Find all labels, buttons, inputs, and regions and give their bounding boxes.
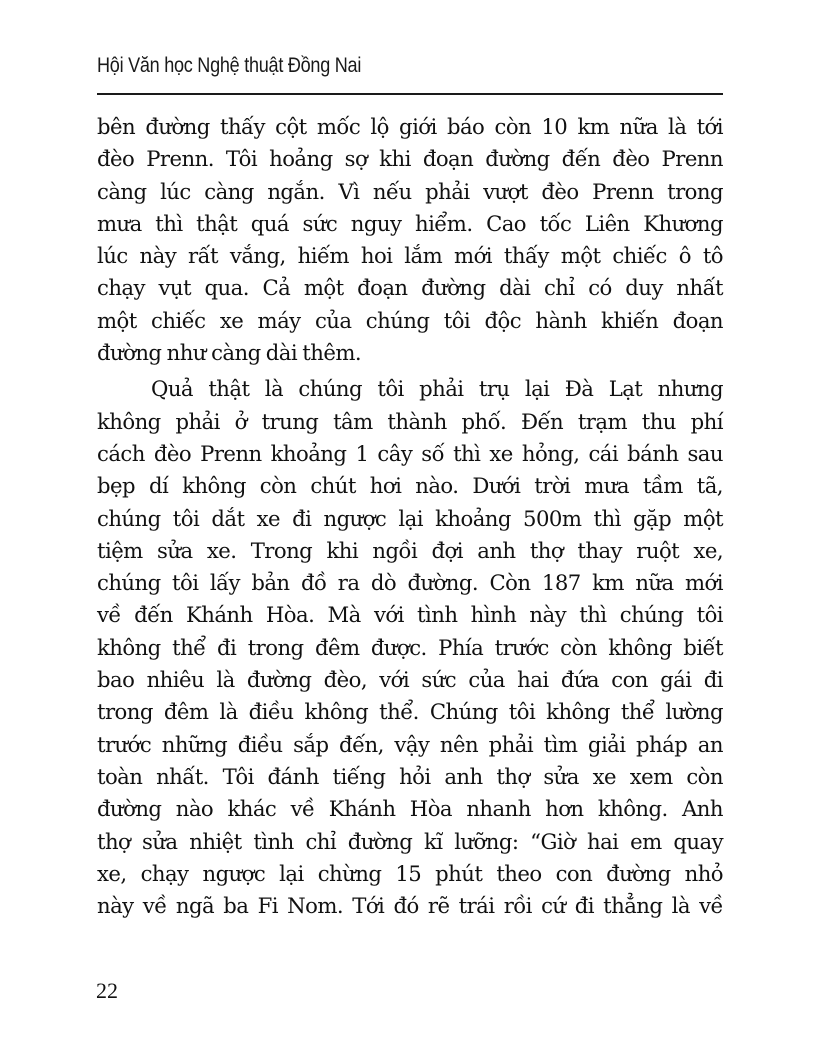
text-line: không thể đi trong đêm được. Phía trước còn không biết <box>97 634 723 660</box>
text-line: về đến Khánh Hòa. Mà với tình hình này thì chúng tôi <box>97 602 723 628</box>
text-line: tiệm sửa xe. Trong khi ngồi đợi anh thợ thay ruột xe, <box>97 537 723 563</box>
paragraph-2 <box>97 373 723 922</box>
text-line: bẹp dí không còn chút hơi nào. Dưới trời mưa tầm tã, <box>97 473 723 499</box>
text-line: càng lúc càng ngắn. Vì nếu phải vượt đèo Prenn trong <box>97 178 723 204</box>
running-header: Hội Văn học Nghệ thuật Đồng Nai <box>97 54 362 77</box>
text-line: chúng tôi lấy bản đồ ra dò đường. Còn 187 km nữa mới <box>97 570 723 596</box>
text-line: trong đêm là điều không thể. Chúng tôi không thể lường <box>97 699 723 725</box>
text-line: Quả thật là chúng tôi phải trụ lại Đà Lạt nhưng <box>151 376 723 402</box>
text-line: đường nào khác về Khánh Hòa nhanh hơn không. Anh <box>97 796 723 822</box>
text-line: này về ngã ba Fi Nom. Tới đó rẽ trái rồi cứ đi thẳng là về <box>97 893 723 919</box>
text-line: bên đường thấy cột mốc lộ giới báo còn 10 km nữa là tới <box>97 114 723 139</box>
text-line: lúc này rất vắng, hiếm hoi lắm mới thấy một chiếc ô tô <box>97 243 723 269</box>
paragraph-1 <box>97 111 723 369</box>
text-line: đường như càng dài thêm. <box>97 340 362 366</box>
text-line: chạy vụt qua. Cả một đoạn đường dài chỉ có duy nhất <box>97 275 723 301</box>
text-line: trước những điều sắp đến, vậy nên phải tìm giải pháp an <box>97 731 723 757</box>
page-number: 22 <box>96 978 118 1003</box>
text-line: thợ sửa nhiệt tình chỉ đường kĩ lưỡng: “Giờ hai em quay <box>97 828 723 854</box>
text-line: cách đèo Prenn khoảng 1 cây số thì xe hỏng, cái bánh sau <box>97 440 723 466</box>
text-line: xe, chạy ngược lại chừng 15 phút theo con đường nhỏ <box>97 860 723 886</box>
text-line: đèo Prenn. Tôi hoảng sợ khi đoạn đường đến đèo Prenn <box>97 146 723 172</box>
text-line: mưa thì thật quá sức nguy hiểm. Cao tốc Liên Khương <box>97 210 723 236</box>
text-line: không phải ở trung tâm thành phố. Đến trạm thu phí <box>97 408 723 434</box>
body-text <box>97 111 723 922</box>
text-line: chúng tôi dắt xe đi ngược lại khoảng 500m thì gặp một <box>97 505 723 531</box>
text-line: bao nhiêu là đường đèo, với sức của hai đứa con gái đi <box>97 667 723 693</box>
text-line: một chiếc xe máy của chúng tôi độc hành khiến đoạn <box>97 307 723 333</box>
text-line: toàn nhất. Tôi đánh tiếng hỏi anh thợ sửa xe xem còn <box>97 763 723 789</box>
header-rule <box>97 93 723 95</box>
